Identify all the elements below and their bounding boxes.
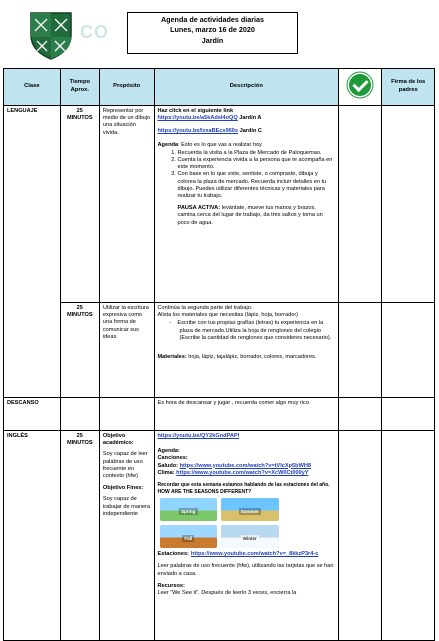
cell-check-lenguaje-2[interactable] xyxy=(339,303,382,398)
cell-firma-lenguaje-1[interactable] xyxy=(382,106,435,303)
cell-description-lenguaje-1 xyxy=(154,106,339,303)
table-row xyxy=(4,303,435,398)
canciones-label: Canciones: xyxy=(157,455,188,462)
cell-purpose-descanso xyxy=(99,398,154,431)
obj-fines-label: Objetivo Fines: xyxy=(102,485,144,492)
cell-firma-ingles[interactable] xyxy=(382,431,435,641)
list-item: - Escribe con tus propias grafías (letras) tu experiencia en la plaza de mercado.Utiliza la hoja de renglones del colegio (Escribe la cantidad de renglones que consideres necesario). xyxy=(180,320,336,342)
click-label: Haz click en el siguiente link xyxy=(157,108,234,114)
season-spring: Spring xyxy=(160,498,218,521)
cell-clase-ingles: INGLÉS xyxy=(4,431,61,641)
recursos-label: Recursos: xyxy=(157,582,185,589)
materials-intro: Alista los materiales que necesitas (lápiz, hoja, borrador) xyxy=(157,312,299,319)
check-circle-icon xyxy=(349,74,371,96)
cell-time-ingles: 25 MINUTOS xyxy=(60,431,99,641)
list-item: 3. Con base en lo que viste, sentiste, o compraste, dibuja y colorea la plaza de mercado. Recuerda incluir detalles en tu dibujo. Puedes utilizar diferentes técnicas y materiales para realizar tu trabajo. xyxy=(178,171,336,200)
saludo-label: Saludo: xyxy=(157,462,180,469)
table-row xyxy=(4,431,435,641)
title-line-3: Jardín xyxy=(201,35,224,45)
jardin-c-label: Jardín C xyxy=(238,128,262,135)
materiales-text: hoja, lápiz, tajalápiz, borrador, colores, marcadores. xyxy=(186,354,317,361)
writing-list xyxy=(158,320,336,342)
saludo-line xyxy=(158,463,336,470)
obj-academico-text: Soy capaz de leer palabras de uso frecuente en contexto (hfw) xyxy=(102,451,148,480)
video-link-ingles[interactable]: https://youtu.be/QY2kGndPAPI xyxy=(157,433,240,439)
cell-clase-descanso: DESCANSO xyxy=(4,398,61,431)
cell-clase-lenguaje: LENGUAJE xyxy=(4,106,61,398)
continue-text: Continúa la segunda parte del trabajo. xyxy=(157,305,253,311)
cell-time-descanso xyxy=(60,398,99,431)
title-line-1: Agenda de actividades diarias xyxy=(160,15,265,24)
steps-list xyxy=(158,150,336,200)
document-title-box xyxy=(127,12,298,54)
season-winter: Winter xyxy=(221,525,279,548)
clima-label: Clima: xyxy=(157,469,177,476)
school-shield-logo xyxy=(29,11,73,61)
cell-firma-descanso[interactable] xyxy=(382,398,435,431)
materiales-line xyxy=(158,354,336,361)
seasons-image xyxy=(160,498,279,548)
cell-description-ingles xyxy=(154,431,339,641)
table-row xyxy=(4,398,435,431)
table-header-row xyxy=(4,69,435,106)
cell-check-lenguaje-1[interactable] xyxy=(339,106,382,303)
pausa-activa xyxy=(158,205,336,227)
list-item: 2. Cuenta la experiencia vivida a la persona que te acompaña en este momento. xyxy=(178,157,336,171)
logo-watermark-text: CO xyxy=(80,22,109,42)
obj-fines-text: Soy capaz de trabajar de manera independiente xyxy=(102,496,151,517)
cell-check-descanso[interactable] xyxy=(339,398,382,431)
recursos-text: Leer “We See it”. Después de leerlo 3 veces, encierra la xyxy=(157,590,297,597)
cell-check-ingles[interactable] xyxy=(339,431,382,641)
header-check xyxy=(339,69,382,106)
clima-line xyxy=(158,470,336,477)
recordar-text: Recordar que esta semana estamos hablando de las estaciones del año. HOW ARE THE SEASONS DIFFERENT? xyxy=(157,482,330,495)
header-tiempo: Tiempo Aprox. xyxy=(60,69,99,106)
header-firma: Firma de los padres xyxy=(382,69,435,106)
header-clase: Clase xyxy=(4,69,61,106)
leer-text: Leer palabras de uso frecuente (hfw), utilizando las tarjetas que se han enviado a casa. xyxy=(157,563,334,577)
cell-purpose-lenguaje-2: Utilizar la escritura expresiva como una forma de comunicar sus ideas. xyxy=(99,303,154,398)
materiales-label: Materiales: xyxy=(157,354,187,361)
cell-description-descanso: Es hora de descansar y jugar , recuerda comer algo muy rico. xyxy=(154,398,339,431)
jardin-a-label: Jardín A xyxy=(237,115,262,122)
cell-time-lenguaje-1: 25 MINUTOS xyxy=(60,106,99,303)
header-descripcion: Descripción xyxy=(154,69,339,106)
obj-academico-label: Objetivo académico: xyxy=(102,433,134,447)
cell-time-lenguaje-2: 25 MINUTOS xyxy=(60,303,99,398)
cell-firma-lenguaje-2[interactable] xyxy=(382,303,435,398)
clima-link[interactable]: https://www.youtube.com/watch?v=XcW0Ct000yY xyxy=(176,469,309,476)
season-fall: Fall xyxy=(160,525,218,548)
video-link-jardin-c[interactable]: https://youtu.be/lzxaBEcs960s xyxy=(157,128,239,135)
agenda-intro: : Esto es lo que vas a realizar hoy xyxy=(178,141,262,148)
cell-purpose-ingles xyxy=(99,431,154,641)
cell-purpose-lenguaje-1: Representar por medio de un dibujo una situación vivida. xyxy=(99,106,154,303)
pausa-label: PAUSA ACTIVA: xyxy=(177,205,221,212)
estaciones-label: Estaciones: xyxy=(157,551,189,558)
estaciones-line xyxy=(158,551,336,558)
link-line-a xyxy=(158,115,336,122)
agenda-label: Agenda xyxy=(157,141,179,148)
estaciones-link[interactable]: https://www.youtube.com/watch?v=_8kkzP3r4-c xyxy=(190,551,319,558)
table-row xyxy=(4,106,435,303)
saludo-link[interactable]: https://www.youtube.com/watch?v=tVIcXp5bWH8 xyxy=(179,462,312,469)
list-item: 1. Recuerda la visita a la Plaza de Mercado de Paloquemao. xyxy=(178,150,336,157)
season-summer: Summer xyxy=(221,498,279,521)
cell-description-lenguaje-2 xyxy=(154,303,339,398)
activities-table xyxy=(3,68,435,641)
video-link-jardin-a[interactable]: https://youtu.be/a5kAdsI4oQQ xyxy=(157,115,238,122)
title-line-2: Lunes, marzo 16 de 2020 xyxy=(170,25,255,35)
agenda-line xyxy=(158,142,336,149)
header-proposito: Propósito xyxy=(99,69,154,106)
link-line-c xyxy=(158,128,336,135)
pausa-text: levántate, mueve tus manos y brazos, camina cerca del lugar de trabajo, da tres saltos y toma un poco de agua. xyxy=(177,205,323,226)
agenda-ingles-label: Agenda: xyxy=(157,448,180,455)
